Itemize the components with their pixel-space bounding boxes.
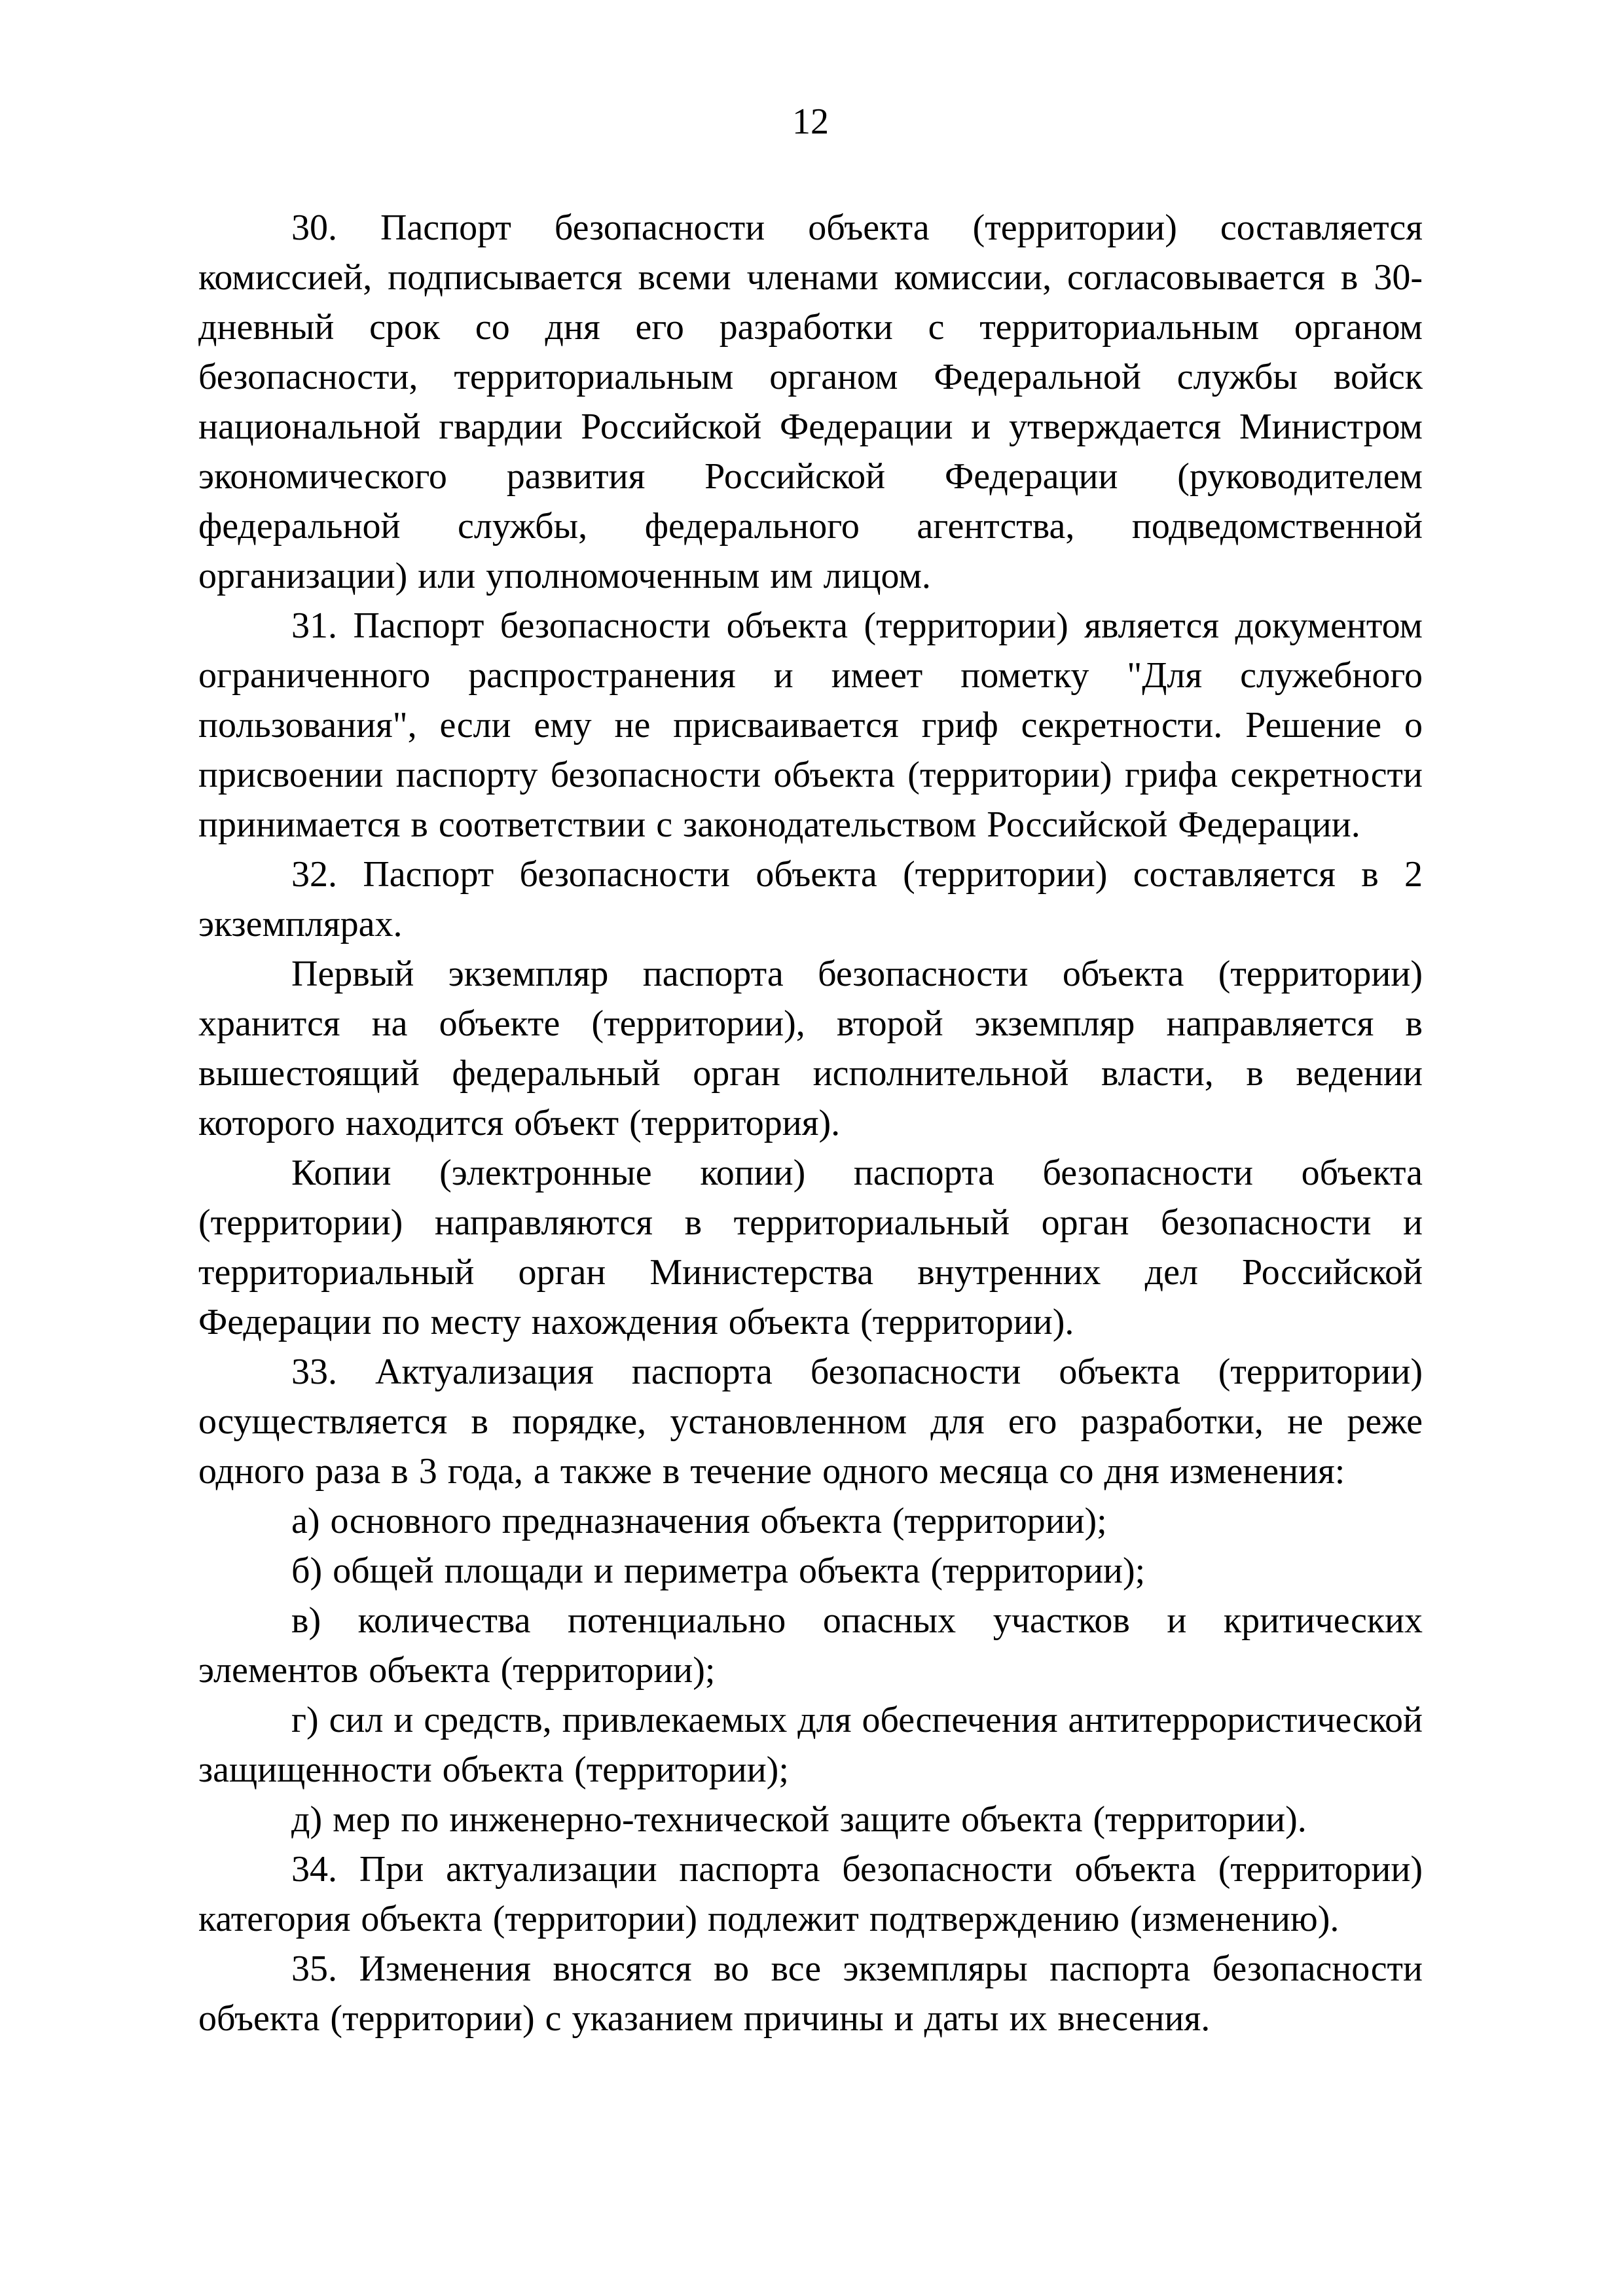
paragraph-32-copy-1: Первый экземпляр паспорта безопасности объекта (территории) хранится на объекте (территории), второй экземпляр направляется в вышестоящий федеральный орган исполнительной власти, в ведении которого находится объект (территория). <box>198 954 1423 1143</box>
paragraph-32-copy-2: Копии (электронные копии) паспорта безопасности объекта (территории) направляются в территориальный орган безопасности и территориальный орган Министерства внутренних дел Российской Федерации по месту нахождения объекта (территории). <box>198 1153 1423 1342</box>
paragraph-33-item-g: г) сил и средств, привлекаемых для обеспечения антитеррористической защищенности объекта (территории); <box>198 1700 1423 1790</box>
paragraph-33-item-b: б) общей площади и периметра объекта (территории); <box>291 1551 1146 1591</box>
paragraph-30: 30. Паспорт безопасности объекта (территории) составляется комиссией, подписывается всеми членами комиссии, согласовывается в 30-дневный срок со дня его разработки с территориальным органом безопасности, территориальным органом Федеральной службы войск национальной гвардии Российской Федерации и утверждается Министром экономического развития Российской Федерации (руководителем федеральной службы, федерального агентства, подведомственной организации) или уполномоченным им лицом. <box>198 207 1423 596</box>
paragraph-33-item-d: д) мер по инженерно-технической защите объекта (территории). <box>291 1799 1307 1840</box>
document-body <box>198 203 1423 2043</box>
paragraph-31: 31. Паспорт безопасности объекта (территории) является документом ограниченного распространения и имеет пометку "Для служебного пользования", если ему не присваивается гриф секретности. Решение о присвоении паспорту безопасности объекта (территории) грифа секретности принимается в соответствии с законодательством Российской Федерации. <box>198 605 1423 845</box>
paragraph-33: 33. Актуализация паспорта безопасности объекта (территории) осуществляется в порядке, установленном для его разработки, не реже одного раза в 3 года, а также в течение одного месяца со дня изменения: <box>198 1352 1423 1492</box>
page-number: 12 <box>792 101 829 142</box>
paragraph-32: 32. Паспорт безопасности объекта (территории) составляется в 2 экземплярах. <box>198 854 1423 944</box>
paragraph-33-item-a: а) основного предназначения объекта (территории); <box>291 1501 1107 1541</box>
paragraph-34: 34. При актуализации паспорта безопасности объекта (территории) категория объекта (территории) подлежит подтверждению (изменению). <box>198 1849 1423 1939</box>
paragraph-33-item-v: в) количества потенциально опасных участков и критических элементов объекта (территории); <box>198 1600 1423 1691</box>
paragraph-35: 35. Изменения вносятся во все экземпляры паспорта безопасности объекта (территории) с указанием причины и даты их внесения. <box>198 1948 1423 2039</box>
